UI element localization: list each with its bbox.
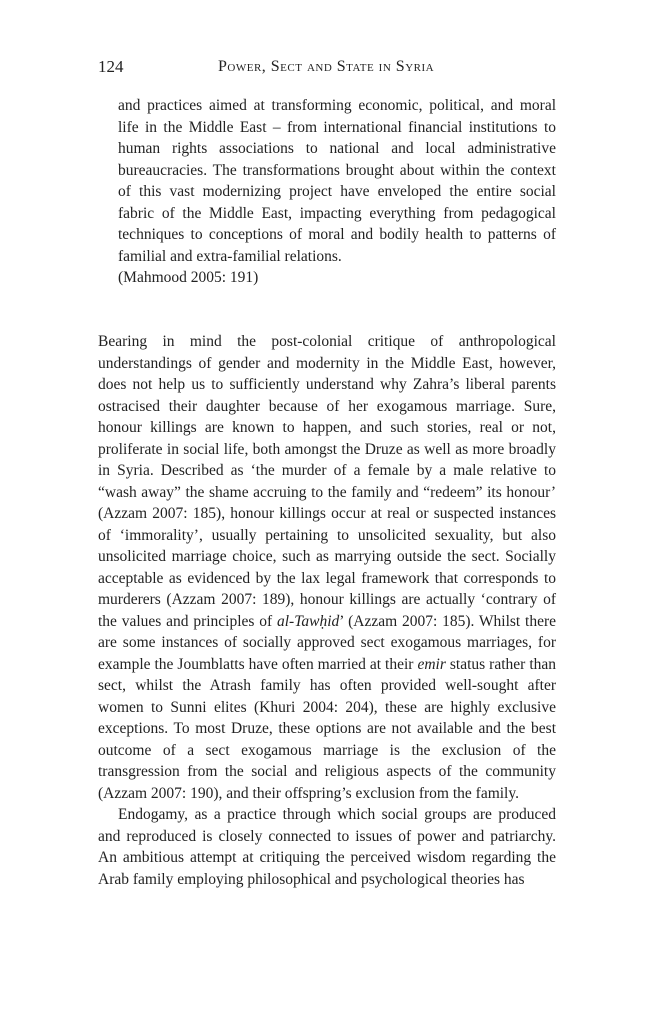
paragraph-1	[98, 331, 556, 804]
paragraph-1-italic-term: al-Tawḥid	[276, 612, 340, 630]
paragraph-1-part-1: Bearing in mind the post-colonial critique of anthropological understandings of gender and modernity in the Middle East, however, does not help us to sufficiently understand why Zahra’s liberal parents ostracised their daughter because of her exogamous marriage. Sure, honour killings are known to happen, and such stories, real or not, proliferate in social life, both amongst the Druze as well as more broadly in Syria. Described as ‘the murder of a female by a male relative to “wash away” the shame accruing to the family and “redeem” its honour’ (Azzam 2007: 185), honour killings occur at real or suspected instances of ‘immorality’, usually pertaining to unsolicited sexuality, but also unsolicited marriage choice, such as marrying outside the sect. Socially acceptable as evidenced by the lax legal framework that corresponds to murderers (Azzam 2007: 189), honour killings are actually ‘contrary of the values and principles of	[98, 333, 556, 630]
block-quote-text: and practices aimed at transforming economic, political, and moral life in the Middle East – from international financial institutions to human rights associations to national and local administrative bureaucracies. The transformations brought about within the context of this vast modernizing project have enveloped the entire social fabric of the Middle East, impacting everything from pedagogical techniques to conceptions of moral and bodily health to patterns of familial and extra-familial relations.	[118, 97, 556, 265]
page-number: 124	[98, 57, 124, 76]
body-text	[98, 331, 556, 890]
paragraph-1-part-3: status rather than sect, whilst the Atrash family has often provided well-sought after women to Sunni elites (Khuri 2004: 204), these are highly exclusive exceptions. To most Druze, these options are not available and the best outcome of a sect exogamous marriage is the exclusion of the transgression from the social and religious aspects of the community (Azzam 2007: 190), and their offspring’s exclusion from the family.	[98, 655, 557, 802]
running-title: Power, Sect and State in Syria	[218, 58, 435, 75]
block-quote	[118, 95, 556, 289]
running-header	[98, 55, 556, 79]
block-quote-citation: (Mahmood 2005: 191)	[118, 269, 259, 286]
paragraph-1-part-2: ’ (Azzam 2007: 185). Whilst there are some instances of socially approved sect exogamous marriages, for example the Joumblatts have often married at their	[98, 612, 557, 673]
paragraph-2: Endogamy, as a practice through which social groups are produced and reproduced is closely connected to issues of power and patriarchy. An ambitious attempt at critiquing the perceived wisdom regarding the Arab family employing philosophical and psychological theories has	[98, 806, 556, 888]
paragraph-1-italic-emir: emir	[417, 655, 446, 673]
